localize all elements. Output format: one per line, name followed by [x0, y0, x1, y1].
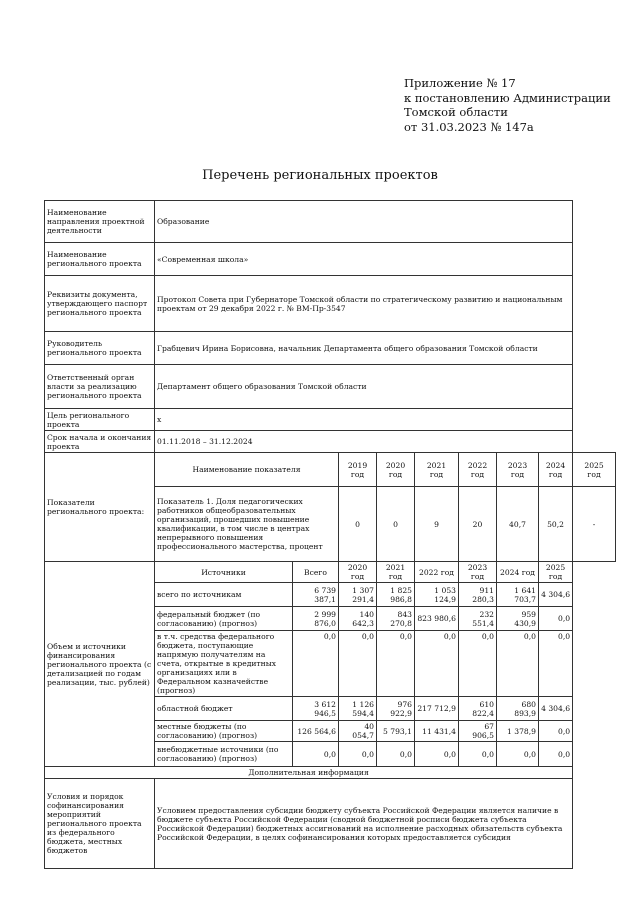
- indicator-value: 50,2: [539, 487, 573, 562]
- funding-value: 680 893,9: [497, 697, 539, 721]
- indicator-value: -: [573, 487, 616, 562]
- year-header: 2022 год: [459, 453, 497, 487]
- funding-value: 0,0: [539, 631, 573, 697]
- funding-value: 11 431,4: [415, 721, 459, 742]
- section-title: Дополнительная информация: [45, 767, 573, 779]
- funding-value: 0,0: [539, 721, 573, 742]
- additional-section-row: [45, 767, 616, 779]
- funding-value: 4 304,6: [539, 583, 573, 607]
- funding-value: 1 378,9: [497, 721, 539, 742]
- funding-value: 0,0: [497, 631, 539, 697]
- passport-row-project-name: [45, 243, 616, 276]
- funding-value: 976 922,9: [377, 697, 415, 721]
- source-name: внебюджетные источники (по согласованию) (прогноз): [155, 742, 293, 767]
- funding-value: 0,0: [539, 742, 573, 767]
- funding-column-header: 2025 год: [539, 562, 573, 583]
- passport-row-period: [45, 431, 616, 453]
- field-label: Условия и порядок софинансирования мероприятий регионального проекта из федерального бюджета, местных бюджетов: [45, 779, 155, 869]
- appendix-block: [404, 76, 611, 134]
- passport-row-goal: [45, 409, 616, 431]
- funding-value: 40 054,7: [339, 721, 377, 742]
- field-label: Наименование направления проектной деятельности: [45, 201, 155, 243]
- source-name: в т.ч. средства федерального бюджета, поступающие напрямую получателям на счета, открытые в кредитных организациях или в Федеральном казначействе (прогноз): [155, 631, 293, 697]
- field-value: Образование: [155, 201, 573, 243]
- indicator-name: Показатель 1. Доля педагогических работников общеобразовательных организаций, прошедших повышение квалификации, в том числе в центрах непрерывного повышения профессионального мастерства, процент: [155, 487, 339, 562]
- funding-value: 0,0: [539, 607, 573, 631]
- appendix-line: Томской области: [404, 105, 508, 119]
- funding-value: 1 126 594,4: [339, 697, 377, 721]
- indicator-value: 0: [377, 487, 415, 562]
- funding-value: 232 551,4: [459, 607, 497, 631]
- funding-value: 843 270,8: [377, 607, 415, 631]
- year-header: 2023 год: [497, 453, 539, 487]
- field-value: Департамент общего образования Томской области: [155, 365, 573, 409]
- funding-column-header: 2021 год: [377, 562, 415, 583]
- funding-value: 140 642,3: [339, 607, 377, 631]
- funding-column-header: Всего: [293, 562, 339, 583]
- funding-label: Объем и источники финансирования регионального проекта (с детализацией по годам реализации, тыс. рублей): [45, 562, 155, 767]
- funding-value: 5 793,1: [377, 721, 415, 742]
- funding-value: 126 564,6: [293, 721, 339, 742]
- funding-header-row: [45, 562, 616, 583]
- indicators-header-row: [45, 453, 616, 487]
- funding-value: 217 712,9: [415, 697, 459, 721]
- funding-value: 0,0: [459, 742, 497, 767]
- field-value: «Современная школа»: [155, 243, 573, 276]
- source-name: местные бюджеты (по согласованию) (прогноз): [155, 721, 293, 742]
- source-name: областной бюджет: [155, 697, 293, 721]
- funding-value: 3 612 946,5: [293, 697, 339, 721]
- funding-value: 0,0: [293, 742, 339, 767]
- funding-value: 959 430,9: [497, 607, 539, 631]
- funding-value: 911 280,3: [459, 583, 497, 607]
- funding-value: 1 825 986,8: [377, 583, 415, 607]
- funding-value: 0,0: [339, 631, 377, 697]
- indicators-label: Показатели регионального проекта:: [45, 453, 155, 562]
- funding-value: 1 641 703,7: [497, 583, 539, 607]
- funding-value: 67 906,5: [459, 721, 497, 742]
- funding-value: 610 822,4: [459, 697, 497, 721]
- funding-value: 0,0: [377, 742, 415, 767]
- indicator-value: 9: [415, 487, 459, 562]
- funding-value: 0,0: [377, 631, 415, 697]
- funding-value: 1 053 124,9: [415, 583, 459, 607]
- field-value: Грабцевич Ирина Борисовна, начальник Департамента общего образования Томской области: [155, 332, 573, 365]
- indicator-value: 20: [459, 487, 497, 562]
- field-label: Реквизиты документа, утверждающего паспорт регионального проекта: [45, 276, 155, 332]
- passport-row-body: [45, 365, 616, 409]
- funding-value: 1 307 291,4: [339, 583, 377, 607]
- appendix-line: к постановлению Администрации: [404, 90, 611, 105]
- year-header: 2021 год: [415, 453, 459, 487]
- funding-column-header: 2023 год: [459, 562, 497, 583]
- field-label: Ответственный орган власти за реализацию регионального проекта: [45, 365, 155, 409]
- page-title: Перечень региональных проектов: [202, 168, 438, 183]
- year-header: 2024 год: [539, 453, 573, 487]
- indicator-name-header: Наименование показателя: [155, 453, 339, 487]
- funding-value: 2 999 876,0: [293, 607, 339, 631]
- funding-value: 0,0: [293, 631, 339, 697]
- funding-value: 0,0: [415, 742, 459, 767]
- field-label: Цель регионального проекта: [45, 409, 155, 431]
- passport-row-head: [45, 332, 616, 365]
- appendix-line: Приложение № 17: [404, 76, 516, 90]
- year-header: 2025 год: [573, 453, 616, 487]
- indicator-value: 40,7: [497, 487, 539, 562]
- passport-row-direction: [45, 201, 616, 243]
- funding-value: 0,0: [497, 742, 539, 767]
- funding-column-header: 2020 год: [339, 562, 377, 583]
- appendix-line: от 31.03.2023 № 147а: [404, 119, 534, 134]
- indicator-value: 0: [339, 487, 377, 562]
- source-name: федеральный бюджет (по согласованию) (прогноз): [155, 607, 293, 631]
- year-header: 2020 год: [377, 453, 415, 487]
- funding-value: 0,0: [339, 742, 377, 767]
- source-name: всего по источникам: [155, 583, 293, 607]
- funding-column-header: 2022 год: [415, 562, 459, 583]
- field-value: Условием предоставления субсидии бюджету субъекта Российской Федерации является наличие в бюджете субъекта Российской Федерации (сводной бюджетной росписи бюджета субъекта Российской Федерации) бюджетных ассигнований на исполнение расходных обязательств субъекта Российской Федерации, в целях софинансирования которых предоставляется субсидия: [155, 779, 573, 869]
- projects-table: [44, 200, 616, 869]
- passport-row-approval-doc: [45, 276, 616, 332]
- field-value: х: [155, 409, 573, 431]
- funding-value: 4 304,6: [539, 697, 573, 721]
- funding-value: 0,0: [459, 631, 497, 697]
- cofinancing-row: [45, 779, 616, 869]
- field-value: 01.11.2018 – 31.12.2024: [155, 431, 573, 453]
- field-label: Руководитель регионального проекта: [45, 332, 155, 365]
- field-label: Наименование регионального проекта: [45, 243, 155, 276]
- funding-value: 6 739 387,1: [293, 583, 339, 607]
- year-header: 2019 год: [339, 453, 377, 487]
- source-header: Источники: [155, 562, 293, 583]
- funding-value: 823 980,6: [415, 607, 459, 631]
- field-value: Протокол Совета при Губернаторе Томской области по стратегическому развитию и национальным проектам от 29 декабря 2022 г. № ВМ-Пр-3547: [155, 276, 573, 332]
- funding-column-header: 2024 год: [497, 562, 539, 583]
- field-label: Срок начала и окончания проекта: [45, 431, 155, 453]
- funding-value: 0,0: [415, 631, 459, 697]
